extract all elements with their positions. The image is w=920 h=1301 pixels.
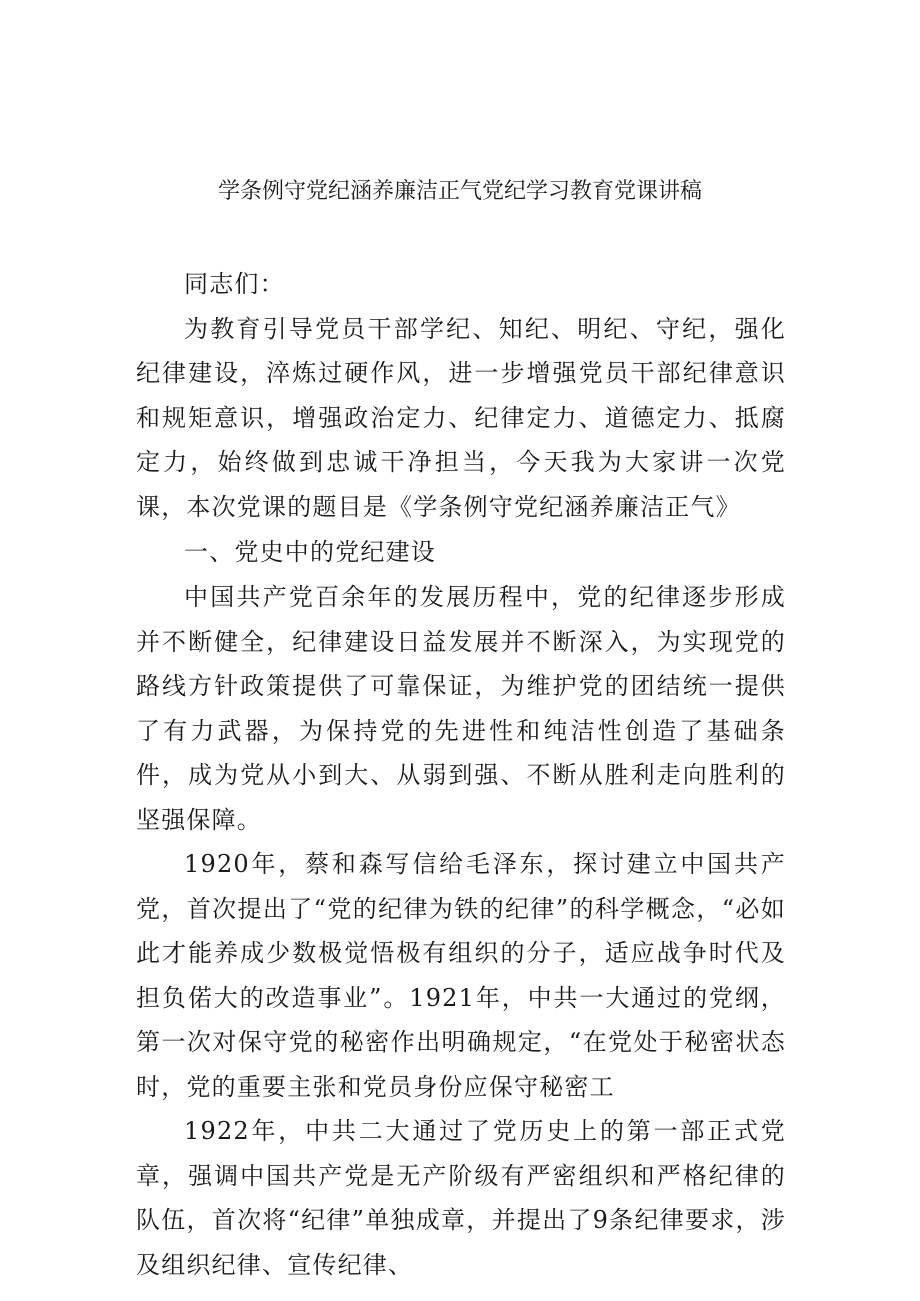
body-paragraph: 1920年，蔡和森写信给毛泽东，探讨建立中国共产党，首次提出了“党的纪律为铁的纪律”的科学概念，“必如此才能养成少数极觉悟极有组织的分子，适应战争时代及担负偌大的改造事业”。1921年，中共一大通过的党纲，第一次对保守党的秘密作出明确规定，“在党处于秘密状态时，党的重要主张和党员身份应保守秘密工: [136, 850, 786, 1101]
document-title: 学条例守党纪涵养廉洁正气党纪学习教育党课讲稿: [217, 179, 702, 204]
document-body: [136, 262, 786, 1287]
section-heading: 一、党史中的党纪建设: [184, 538, 436, 566]
intro-paragraph: 为教育引导党员干部学纪、知纪、明纪、守纪，强化纪律建设，淬炼过硬作风，进一步增强党员干部纪律意识和规矩意识，增强政治定力、纪律定力、道德定力、抵腐定力，始终做到忠诚干净担当，今天我为大家讲一次党课，本次党课的题目是《学条例守党纪涵养廉洁正气》: [136, 314, 786, 521]
body-paragraph: 中国共产党百余年的发展历程中，党的纪律逐步形成并不断健全，纪律建设日益发展并不断深入，为实现党的路线方针政策提供了可靠保证，为维护党的团结统一提供了有力武器，为保持党的先进性和纯洁性创造了基础条件，成为党从小到大、从弱到强、不断从胜利走向胜利的坚强保障。: [136, 583, 786, 834]
greeting: 同志们：: [184, 270, 285, 298]
body-paragraph: 1922年，中共二大通过了党历史上的第一部正式党章，强调中国共产党是无产阶级有严密组织和严格纪律的队伍，首次将“纪律”单独成章，并提出了9条纪律要求，涉及组织纪律、宣传纪律、: [136, 1117, 786, 1279]
